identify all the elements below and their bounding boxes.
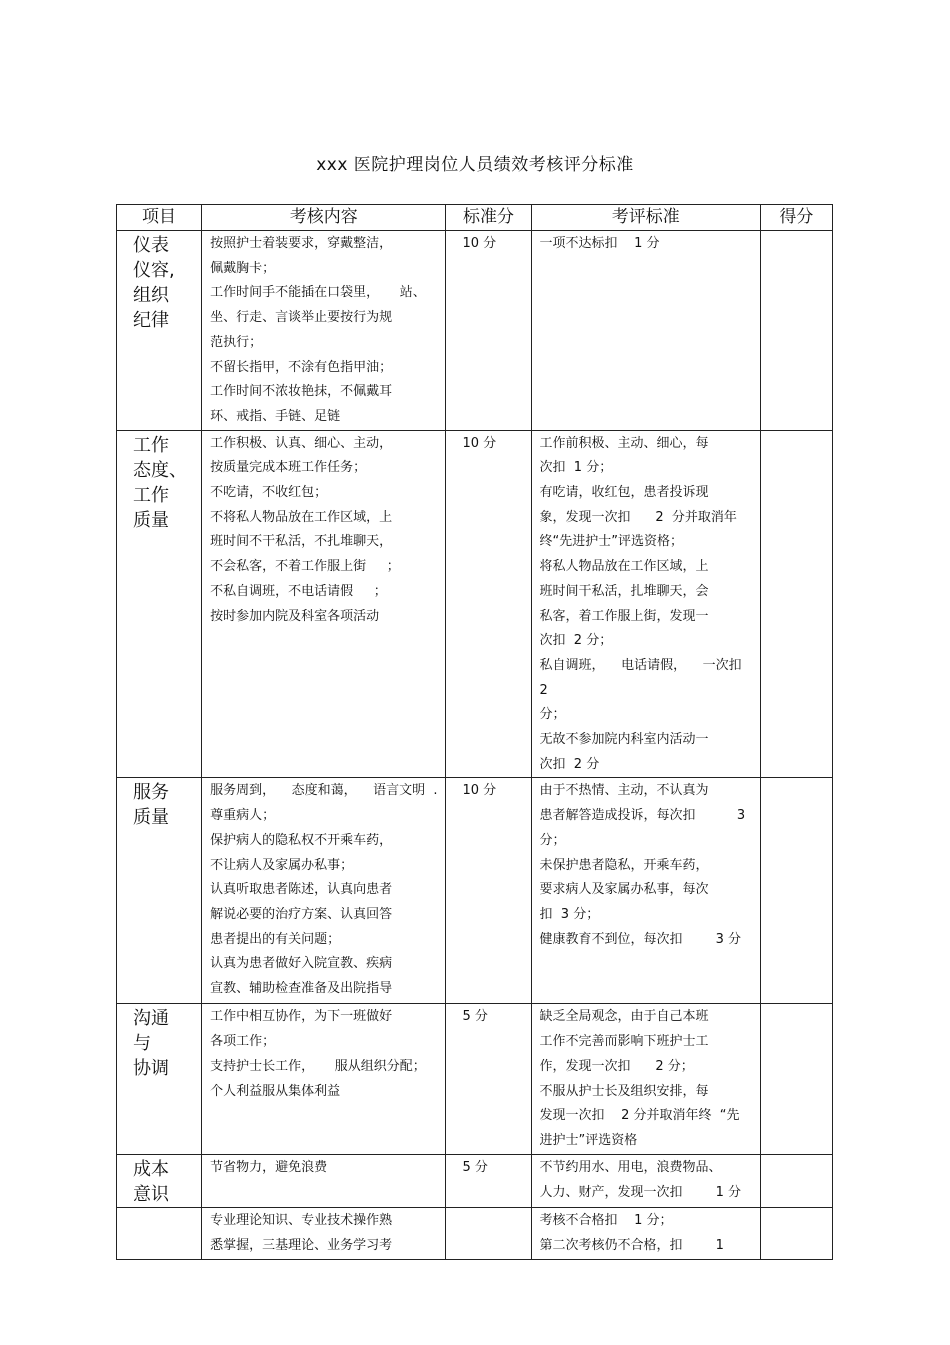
content-line: 不让病人及家属办私事；	[210, 857, 354, 873]
criteria-line: 考核不合格扣 1 分；	[539, 1213, 673, 1229]
standard-score: 5 分	[462, 1160, 488, 1176]
item-cell	[117, 430, 202, 778]
standard-score: 10 分	[462, 236, 497, 251]
criteria-line: 次扣 1 分；	[539, 460, 613, 476]
standard-score-cell	[446, 430, 531, 778]
content-line: 患者提出的有关问题；	[210, 931, 341, 947]
standard-score-cell	[446, 1004, 531, 1155]
standard-score-cell	[446, 231, 531, 431]
score-table	[116, 204, 833, 1260]
page-title: xxx 医院护理岗位人员绩效考核评分标准	[316, 155, 634, 175]
item-cell	[117, 778, 202, 1004]
criteria-cell	[531, 1004, 760, 1155]
criteria-line: 人力、财产，发现一次扣 1 分	[539, 1185, 742, 1201]
item-cell	[117, 1155, 202, 1208]
standard-score: 10 分	[462, 435, 497, 451]
content-line: 工作积极、认真、细心、主动，	[210, 435, 393, 451]
criteria-line: 象，发现一次扣 2 分并取消年	[539, 509, 737, 525]
standard-score: 10 分	[462, 783, 497, 799]
criteria-line: 缺乏全局观念，由于自己本班	[539, 1009, 709, 1025]
content-line: 个人利益服从集体利益	[210, 1083, 341, 1099]
criteria-line: 次扣 2 分；	[539, 633, 613, 649]
content-line: 环、戒指、手链、足链	[210, 408, 341, 424]
content-line: 专业理论知识、专业技术操作熟	[210, 1213, 393, 1229]
table-row	[117, 231, 833, 431]
criteria-line: 一项不达标扣 1 分	[539, 236, 660, 251]
criteria-line: 不服从护士长及组织安排，每	[539, 1083, 709, 1099]
item-cell	[117, 231, 202, 431]
criteria-line: 有吃请，收红包，患者投诉现	[539, 485, 709, 501]
score-cell[interactable]	[760, 430, 832, 778]
item-name: 服务 质量	[133, 782, 169, 829]
criteria-line: 次扣 2 分	[539, 756, 600, 772]
criteria-cell	[531, 231, 760, 431]
item-cell	[117, 1004, 202, 1155]
header-row	[117, 205, 833, 231]
criteria-line: 要求病人及家属办私事，每次	[539, 882, 709, 898]
item-name: 沟通 与 协调	[133, 1008, 169, 1080]
criteria-line: 工作不完善而影响下班护士工	[539, 1034, 709, 1050]
content-cell	[202, 1155, 446, 1208]
item-cell	[117, 1208, 202, 1259]
criteria-cell	[531, 1155, 760, 1208]
criteria-line: 发现一次扣 2 分并取消年终 “先	[539, 1108, 740, 1124]
criteria-line: 进护士”评选资格	[539, 1132, 638, 1148]
item-name: 工作 态度、 工作 质量	[133, 434, 187, 531]
content-line: 不会私客，不着工作服上街 ；	[210, 559, 400, 575]
header-content: 考核内容	[202, 205, 446, 231]
standard-score	[446, 1208, 530, 1209]
content-line: 悉掌握，三基理论、业务学习考	[210, 1238, 393, 1254]
standard-score-cell	[446, 778, 531, 1004]
header-score: 得分	[760, 205, 832, 231]
score-cell[interactable]	[760, 1155, 832, 1208]
content-line: 认真听取患者陈述，认真向患者	[210, 882, 393, 898]
standard-score: 5 分	[462, 1009, 488, 1025]
criteria-line: 患者解答造成投诉，每次扣 3	[539, 808, 746, 824]
content-cell	[202, 778, 446, 1004]
criteria-line: 健康教育不到位，每次扣 3 分	[539, 931, 742, 947]
criteria-line: 未保护患者隐私，开乘车药，	[539, 857, 709, 873]
standard-score-cell	[446, 1155, 531, 1208]
content-line: 坐、行走、言谈举止要按行为规	[210, 310, 393, 326]
table-row	[117, 1208, 833, 1259]
criteria-line: 终“先进护士”评选资格；	[539, 534, 684, 550]
content-line: 解说必要的治疗方案、认真回答	[210, 906, 393, 922]
header-item: 项目	[117, 205, 202, 231]
criteria-line: 私自调班， 电话请假， 一次扣 2	[539, 657, 750, 698]
criteria-line: 分；	[539, 832, 566, 848]
criteria-cell	[531, 1208, 760, 1259]
content-line: 认真为患者做好入院宣教、疾病	[210, 956, 393, 972]
criteria-line: 不节约用水、用电，浪费物品、	[539, 1160, 722, 1176]
criteria-line: 将私人物品放在工作区域，上	[539, 559, 709, 575]
criteria-line: 分；	[539, 707, 566, 723]
criteria-line: 工作前积极、主动、细心，每	[539, 435, 709, 451]
content-cell	[202, 231, 446, 431]
content-line: 保护病人的隐私权不开乘车药，	[210, 832, 393, 848]
content-line: 佩戴胸卡；	[210, 260, 276, 276]
standard-score-cell	[446, 1208, 531, 1259]
content-cell	[202, 1004, 446, 1155]
criteria-cell	[531, 778, 760, 1004]
content-line: 节省物力，避免浪费	[210, 1160, 328, 1176]
criteria-line: 由于不热情、主动，不认真为	[539, 783, 709, 799]
content-line: 按质量完成本班工作任务；	[210, 460, 367, 476]
table-row	[117, 1004, 833, 1155]
header-standard: 标准分	[446, 205, 531, 231]
criteria-line: 作，发现一次扣 2 分；	[539, 1058, 694, 1074]
content-line: 各项工作；	[210, 1034, 276, 1050]
item-name	[117, 1208, 201, 1210]
content-line: 工作时间手不能插在口袋里， 站、	[210, 285, 426, 301]
criteria-line: 班时间干私活，扎堆聊天，会	[539, 583, 709, 599]
table-row	[117, 430, 833, 778]
item-name: 成本 意识	[133, 1159, 169, 1206]
content-line: 尊重病人；	[210, 808, 276, 824]
score-cell[interactable]	[760, 1004, 832, 1155]
criteria-cell	[531, 430, 760, 778]
content-line: 服务周到， 态度和蔼， 语言文明 .	[210, 783, 438, 799]
content-line: 不私自调班，不电话请假 ；	[210, 583, 387, 599]
content-cell	[202, 1208, 446, 1259]
content-line: 按时参加内院及科室各项活动	[210, 608, 380, 624]
item-name: 仪表 仪容, 组织 纪律	[133, 235, 175, 331]
content-line: 不留长指甲，不涂有色指甲油；	[210, 359, 393, 375]
content-line: 工作时间不浓妆艳抹，不佩戴耳	[210, 384, 393, 400]
content-line: 宣教、辅助检查准备及出院指导	[210, 981, 393, 997]
content-line: 不吃请，不收红包；	[210, 485, 328, 501]
content-line: 支持护士长工作， 服从组织分配；	[210, 1058, 426, 1074]
score-cell[interactable]	[760, 1208, 832, 1259]
criteria-line: 私客，着工作服上街，发现一	[539, 608, 709, 624]
table-body	[117, 231, 833, 1260]
content-line: 范执行；	[210, 334, 263, 350]
content-cell	[202, 430, 446, 778]
score-cell[interactable]	[760, 778, 832, 1004]
criteria-line: 第二次考核仍不合格，扣 1	[539, 1238, 724, 1254]
header-criteria: 考评标准	[531, 205, 760, 231]
content-line: 班时间不干私活，不扎堆聊天，	[210, 534, 393, 550]
content-line: 工作中相互协作，为下一班做好	[210, 1009, 393, 1025]
criteria-line: 扣 3 分；	[539, 906, 600, 922]
score-cell[interactable]	[760, 231, 832, 431]
table-row	[117, 1155, 833, 1208]
table-row	[117, 778, 833, 1004]
content-line: 不将私人物品放在工作区域，上	[210, 509, 393, 525]
content-line: 按照护士着装要求，穿戴整洁，	[210, 236, 393, 251]
criteria-line: 无故不参加院内科室内活动一	[539, 732, 709, 748]
